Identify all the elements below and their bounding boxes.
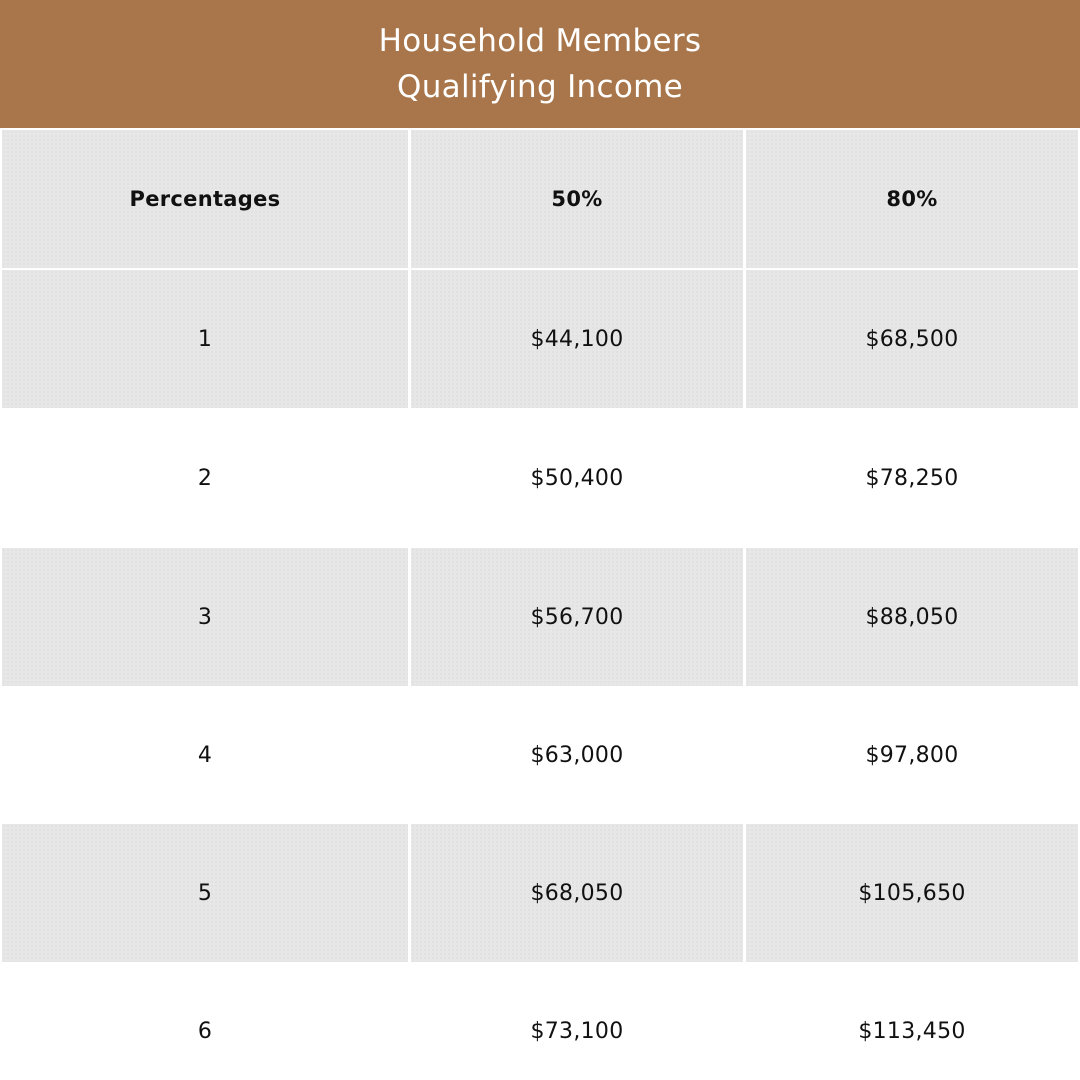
table-header-row: [0, 130, 1080, 268]
header-cell-50-percent: 50%: [411, 130, 743, 268]
income-80-cell: $97,800: [865, 742, 959, 768]
household-size-cell: 6: [197, 1018, 213, 1044]
title-banner: [0, 0, 1080, 128]
table-row: [0, 548, 1080, 686]
header-cell-percentages: Percentages: [2, 130, 408, 268]
income-50-cell: $63,000: [530, 742, 624, 768]
income-80-cell: $78,250: [865, 465, 959, 491]
household-size-cell: 5: [2, 824, 408, 962]
income-80-cell: $88,050: [746, 548, 1078, 686]
table-row: [0, 409, 1080, 547]
table-row: [0, 686, 1080, 824]
income-50-cell: $68,050: [411, 824, 743, 962]
household-size-cell: 1: [2, 270, 408, 408]
income-80-cell: $105,650: [746, 824, 1078, 962]
income-50-cell: $44,100: [411, 270, 743, 408]
table-row: [0, 270, 1080, 408]
income-50-cell: $73,100: [530, 1018, 624, 1044]
household-size-cell: 4: [197, 742, 213, 768]
household-size-cell: 2: [197, 465, 213, 491]
income-80-cell: $68,500: [746, 270, 1078, 408]
title-line-1: Household Members: [378, 23, 702, 59]
income-50-cell: $56,700: [411, 548, 743, 686]
table-row: [0, 824, 1080, 962]
income-table: [0, 128, 1080, 1080]
title-line-2: Qualifying Income: [397, 69, 683, 105]
header-cell-80-percent: 80%: [746, 130, 1078, 268]
household-size-cell: 3: [2, 548, 408, 686]
table-row: [0, 962, 1080, 1080]
income-50-cell: $50,400: [530, 465, 624, 491]
income-80-cell: $113,450: [858, 1018, 966, 1044]
